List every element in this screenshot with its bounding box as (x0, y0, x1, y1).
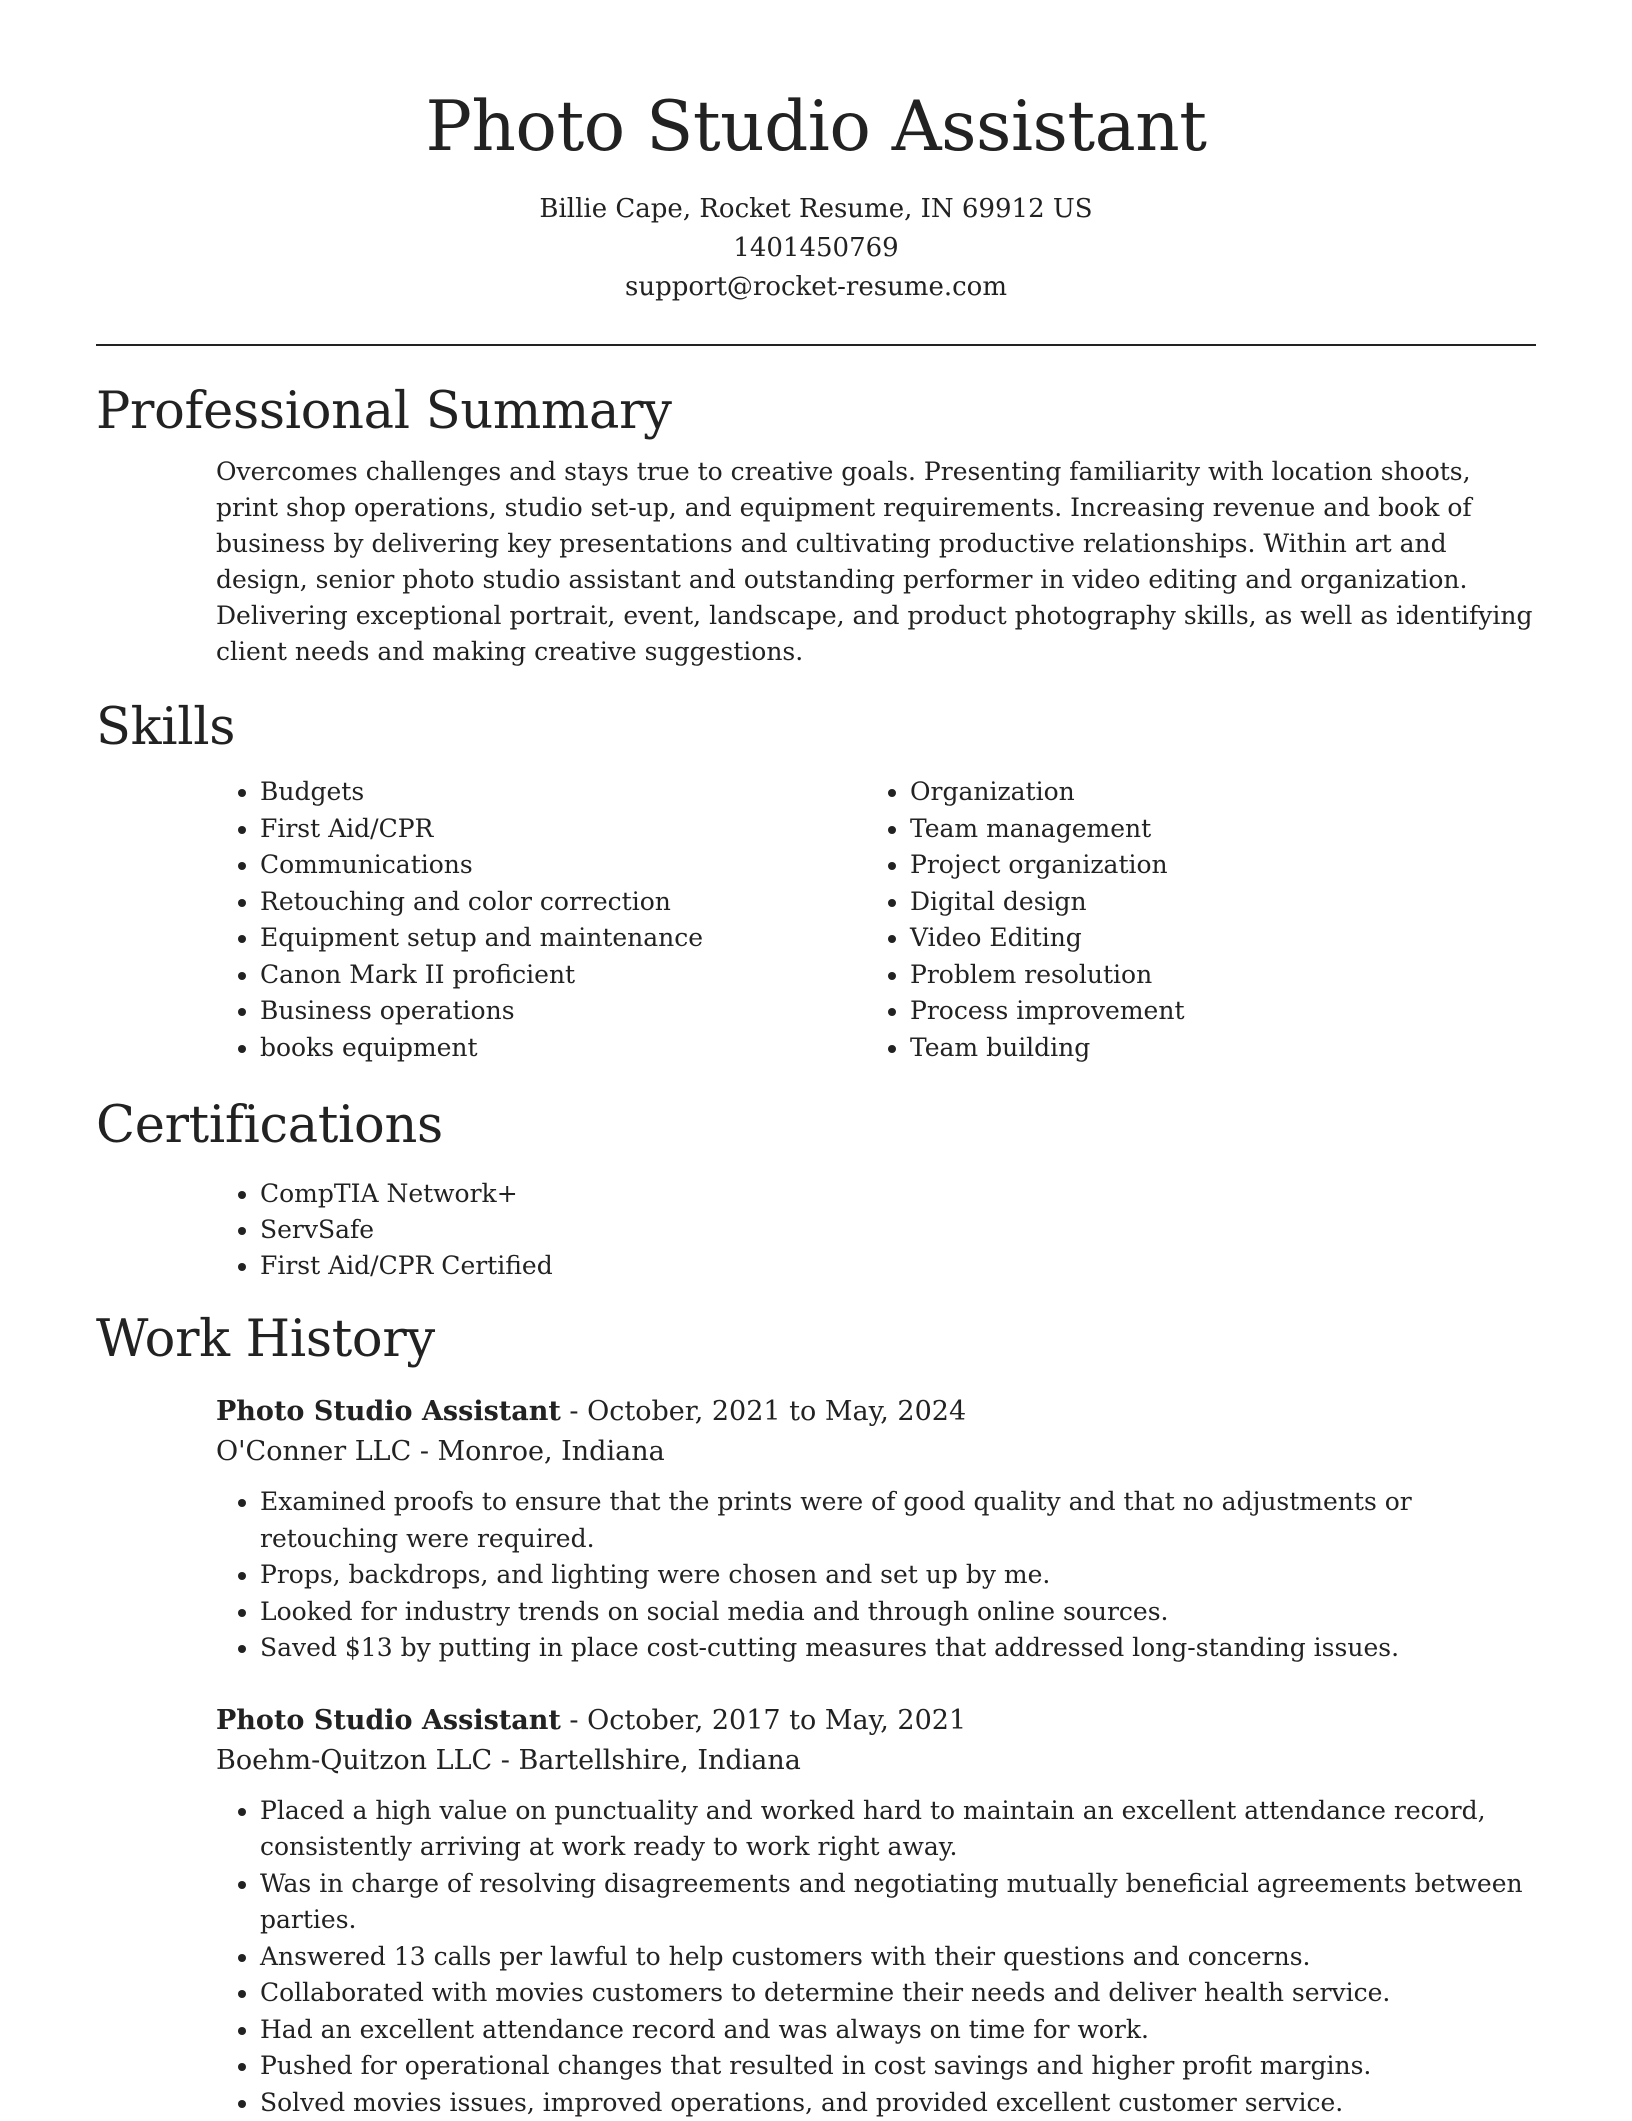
summary-text: Overcomes challenges and stays true to creative goals. Presenting familiarity with location shoots, print shop operations, studio set-up, and equipment requirements. Increasing revenue and book of business by delivering key presentations and cultivating productive relationships. Within art and design, senior photo studio assistant and outstanding performer in video editing and organization. Delivering exceptional portrait, event, landscape, and product photography skills, as well as identifying client needs and making creative suggestions. (216, 454, 1536, 670)
skills-grid (216, 774, 1536, 1066)
skills-right-column (866, 774, 1516, 1066)
work-history-heading: Work History (96, 1310, 1536, 1370)
job-employer: O'Conner LLC - Monroe, Indiana (216, 1432, 1536, 1472)
job-title: Photo Studio Assistant (216, 1396, 561, 1427)
skill-item: • Business operations (260, 993, 866, 1030)
job-bullet: • Examined proofs to ensure that the prints were of good quality and that no adjustments or retouching were required. (260, 1484, 1536, 1557)
skill-item: • Process improvement (910, 993, 1516, 1030)
skill-item: • Retouching and color correction (260, 884, 866, 921)
certification-item: • ServSafe (260, 1212, 1536, 1248)
job-bullet: • Pushed for operational changes that resulted in cost savings and higher profit margins. (260, 2048, 1536, 2085)
job-bullet: • Props, backdrops, and lighting were chosen and set up by me. (260, 1557, 1536, 1594)
job-bullet: • Had an excellent attendance record and was always on time for work. (260, 2012, 1536, 2049)
skill-item: • Canon Mark II proficient (260, 957, 866, 994)
job-entry (216, 1392, 1536, 1667)
job-bullet: • Was in charge of resolving disagreements and negotiating mutually beneficial agreements between parties. (260, 1866, 1536, 1939)
skill-item: • Team management (910, 811, 1516, 848)
job-bullets (216, 1793, 1536, 2121)
contact-email: support@rocket-resume.com (96, 268, 1536, 307)
skill-item: • Video Editing (910, 920, 1516, 957)
certifications-section (96, 1096, 1536, 1284)
job-bullet: • Collaborated with movies customers to determine their needs and deliver health service. (260, 1975, 1536, 2012)
job-bullet: • Solved movies issues, improved operations, and provided excellent customer service. (260, 2085, 1536, 2121)
work-history-section (96, 1310, 1536, 2121)
job-dates: - October, 2017 to May, 2021 (561, 1705, 966, 1736)
skills-heading: Skills (96, 698, 1536, 758)
contact-address: Billie Cape, Rocket Resume, IN 69912 US (96, 190, 1536, 229)
job-entry (216, 1701, 1536, 2121)
certification-item: • CompTIA Network+ (260, 1176, 1536, 1212)
job-employer: Boehm-Quitzon LLC - Bartellshire, Indiana (216, 1741, 1536, 1781)
job-bullet: • Saved $13 by putting in place cost-cutting measures that addressed long-standing issues. (260, 1630, 1536, 1667)
header-divider (96, 344, 1536, 346)
certification-item: • First Aid/CPR Certified (260, 1248, 1536, 1284)
skill-item: • Equipment setup and maintenance (260, 920, 866, 957)
certifications-heading: Certifications (96, 1096, 1536, 1156)
job-bullet: • Placed a high value on punctuality and worked hard to maintain an excellent attendance record, consistently arriving at work ready to work right away. (260, 1793, 1536, 1866)
skill-item: • First Aid/CPR (260, 811, 866, 848)
skill-item: • Communications (260, 847, 866, 884)
job-dates: - October, 2021 to May, 2024 (561, 1396, 966, 1427)
resume-title: Photo Studio Assistant (96, 84, 1536, 170)
skills-left-column (216, 774, 866, 1066)
job-bullets (216, 1484, 1536, 1667)
job-title: Photo Studio Assistant (216, 1705, 561, 1736)
skills-section (96, 698, 1536, 1066)
skill-item: • Organization (910, 774, 1516, 811)
job-bullet: • Looked for industry trends on social media and through online sources. (260, 1594, 1536, 1631)
skill-item: • Team building (910, 1030, 1516, 1067)
job-title-line (216, 1392, 1536, 1432)
skill-item: • books equipment (260, 1030, 866, 1067)
contact-phone: 1401450769 (96, 229, 1536, 268)
contact-info (96, 190, 1536, 307)
skill-item: • Budgets (260, 774, 866, 811)
job-bullet: • Answered 13 calls per lawful to help customers with their questions and concerns. (260, 1939, 1536, 1976)
summary-heading: Professional Summary (96, 382, 1536, 442)
resume-page (96, 0, 1536, 2121)
certifications-list (216, 1176, 1536, 1284)
skill-item: • Digital design (910, 884, 1516, 921)
job-title-line (216, 1701, 1536, 1741)
summary-section (96, 382, 1536, 670)
skill-item: • Problem resolution (910, 957, 1516, 994)
skill-item: • Project organization (910, 847, 1516, 884)
